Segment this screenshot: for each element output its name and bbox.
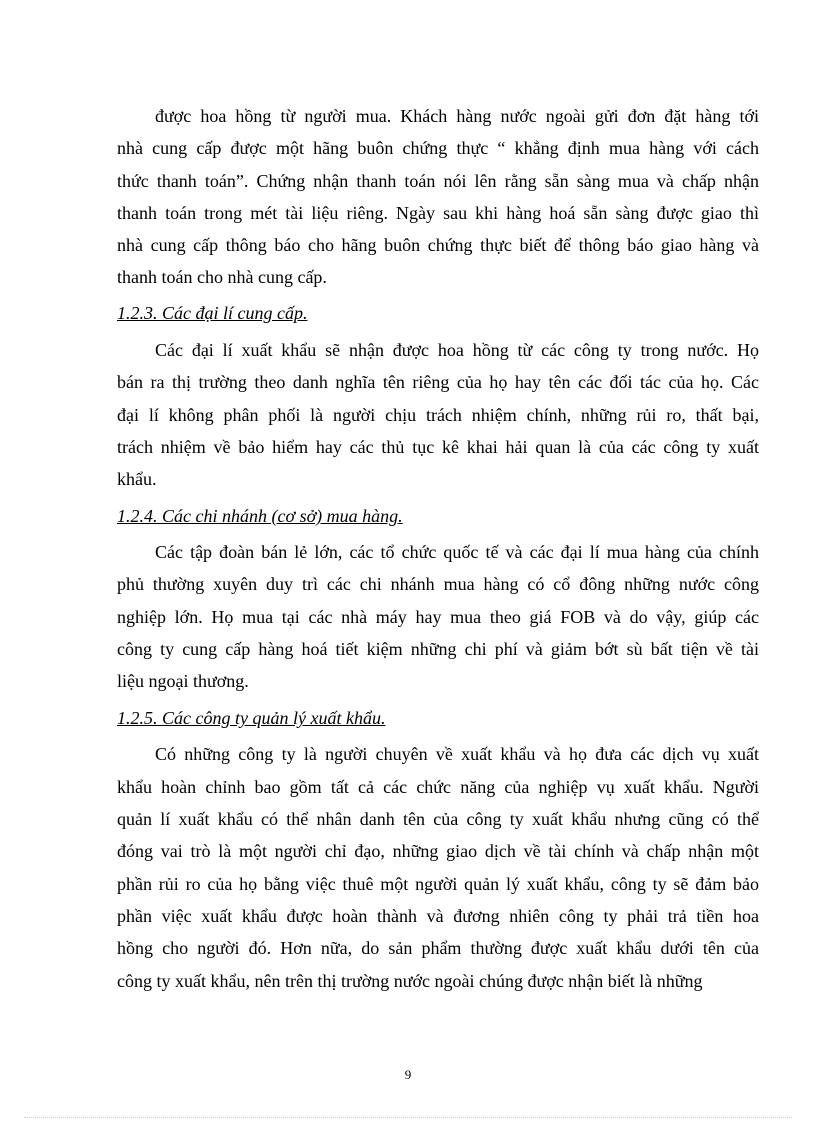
paragraph-line: thanh toán cho nhà cung cấp. [117,267,327,287]
paragraph-line: đại lí không phân phối là người chịu trách nhiệm chính, những rủi ro, thất bại, [117,405,759,425]
page-boundary-rule [24,1117,792,1118]
paragraph-line: phần rủi ro của họ bằng việc thuê một người quản lý xuất khẩu, công ty sẽ đảm bảo [117,874,759,894]
paragraph-line: Các đại lí xuất khẩu sẽ nhận được hoa hồng từ các công ty trong nước. Họ [155,340,759,360]
paragraph-line: liệu ngoại thương. [117,671,249,691]
paragraph-line: khẩu hoàn chỉnh bao gồm tất cả các chức năng của nghiệp vụ xuất khẩu. Người [117,777,759,797]
paragraph-line: phủ thường xuyên duy trì các chi nhánh mua hàng có cổ đông những nước công [117,574,759,594]
paragraph-line: nhà cung cấp được một hãng buôn chứng thực “ khẳng định mua hàng với cách [117,138,759,158]
paragraph-line: quản lí xuất khẩu có thể nhân danh tên của công ty xuất khẩu nhưng cũng có thể [117,809,759,829]
paragraph-line: nghiệp lớn. Họ mua tại các nhà máy hay mua theo giá FOB và do vậy, giúp các [117,607,759,627]
paragraph-line: được hoa hồng từ người mua. Khách hàng nước ngoài gửi đơn đặt hàng tới [155,106,759,126]
paragraph-line: phần việc xuất khẩu được hoàn thành và đương nhiên công ty phải trả tiền hoa [117,906,759,926]
paragraph-line: Các tập đoàn bán lẻ lớn, các tổ chức quốc tế và các đại lí mua hàng của chính [155,542,759,562]
section-heading-1-2-3: 1.2.3. Các đại lí cung cấp. [117,303,308,323]
section-heading-1-2-4: 1.2.4. Các chi nhánh (cơ sở) mua hàng. [117,506,403,526]
paragraph-line: bán ra thị trường theo danh nghĩa tên riêng của họ hay tên các đối tác của họ. Các [117,372,759,392]
paragraph-line: công ty xuất khẩu, nên trên thị trường nước ngoài chúng được nhận biết là những [117,971,703,991]
paragraph-line: hồng cho người đó. Hơn nữa, do sản phẩm thường được xuất khẩu dưới tên của [117,938,759,958]
paragraph-line: công ty cung cấp hàng hoá tiết kiệm những chi phí và giảm bớt sù bất tiện về tài [117,639,759,659]
section-heading-1-2-5: 1.2.5. Các công ty quản lý xuất khẩu. [117,708,386,728]
paragraph-line: trách nhiệm về bảo hiểm hay các thủ tục kê khai hải quan là của các công ty xuất [117,437,759,457]
page-number: 9 [404,1067,412,1082]
paragraph-line: nhà cung cấp thông báo cho hãng buôn chứng thực biết để thông báo giao hàng và [117,235,759,255]
paragraph-line: khẩu. [117,469,157,489]
paragraph-line: Có những công ty là người chuyên về xuất khẩu và họ đưa các dịch vụ xuất [155,744,759,764]
paragraph-line: đóng vai trò là một người chỉ đạo, những giao dịch về tài chính và chấp nhận một [117,841,759,861]
paragraph-line: thanh toán trong mét tài liệu riêng. Ngày sau khi hàng hoá sẵn sàng được giao thì [117,203,759,223]
paragraph-line: thức thanh toán”. Chứng nhận thanh toán nói lên rằng sẵn sàng mua và chấp nhận [117,171,759,191]
